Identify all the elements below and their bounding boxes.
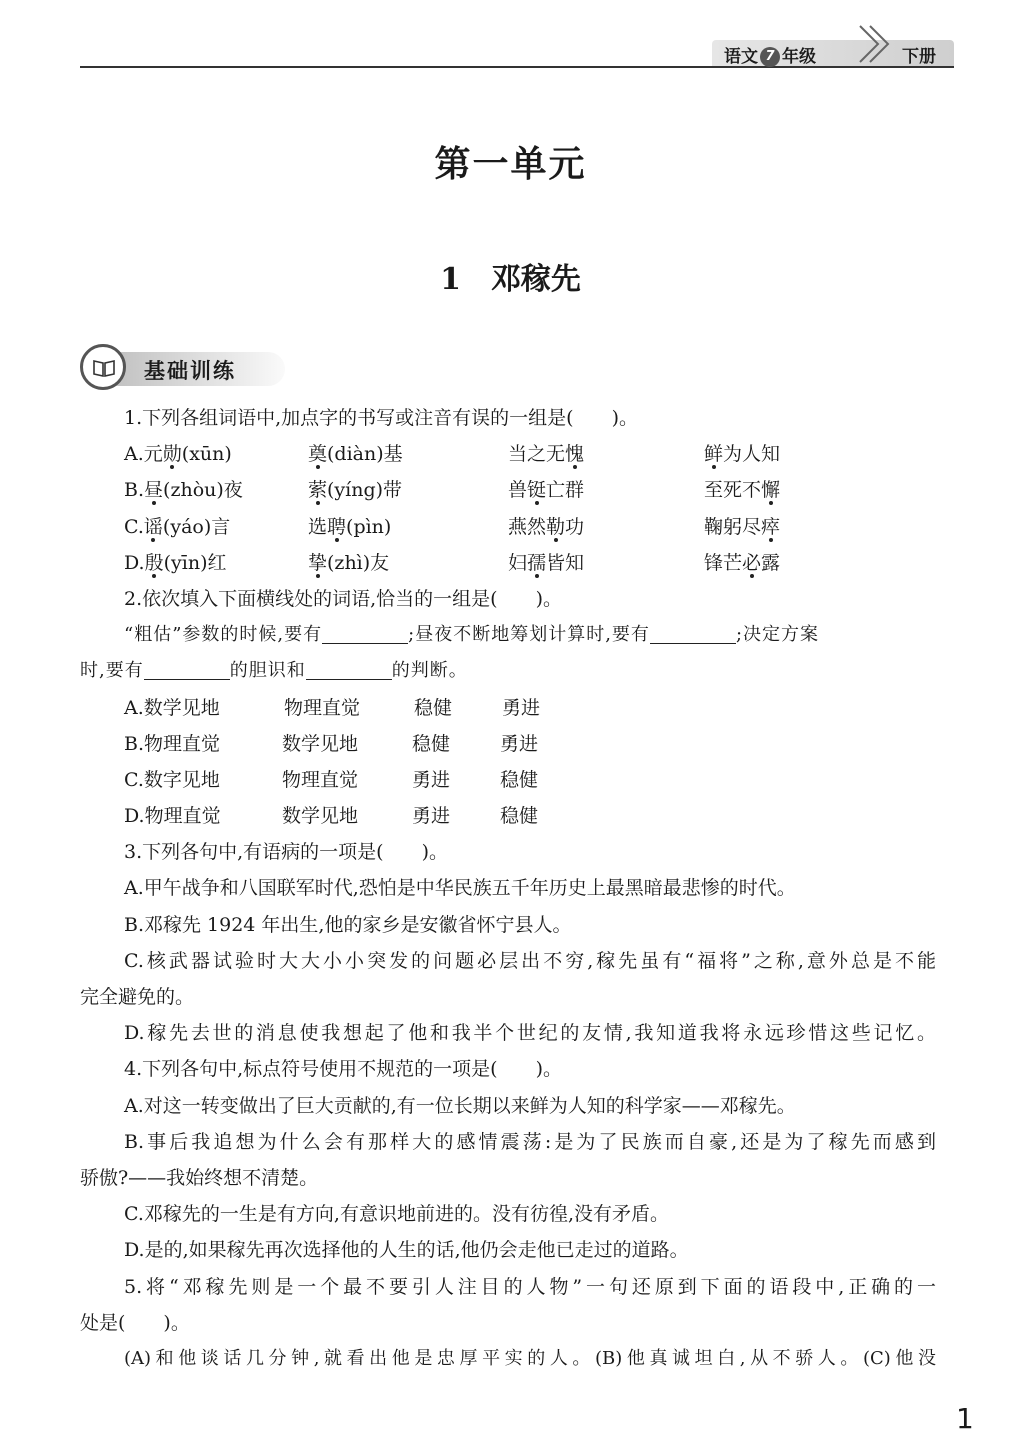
- q2-passage-line2: 时,要有 的胆识和 的判断。: [80, 653, 936, 689]
- q3-option-c-line1: C.核武器试验时大大小小突发的问题必层出不穷,稼先虽有“福将”之称,意外总是不能: [124, 949, 936, 972]
- q5-stem-line2: 处是( )。: [80, 1311, 190, 1334]
- q5-passage: (A)和他谈话几分钟,就看出他是忠厚平实的人。(B)他真诚坦白,从不骄人。(C)他没: [124, 1347, 936, 1369]
- q2-passage-line1: “粗估”参数的时候,要有 ;昼夜不断地筹划计算时,要有 ;决定方案: [80, 617, 936, 653]
- q3-option-b: B.邓稼先 1924 年出生,他的家乡是安徽省怀宁县人。: [124, 913, 572, 936]
- q3-stem: 3.下列各句中,有语病的一项是( )。: [124, 841, 448, 864]
- blank-3[interactable]: [144, 657, 230, 680]
- q4-stem: 4.下列各句中,标点符号使用不规范的一项是( )。: [124, 1058, 562, 1081]
- q2-stem: 2.依次填入下面横线处的词语,恰当的一组是( )。: [124, 587, 562, 610]
- header-subject-grade: [724, 42, 816, 67]
- q3-option-a: A.甲午战争和八国联军时代,恐怕是中华民族五千年历史上最黑暗最悲惨的时代。: [124, 877, 796, 900]
- q3-option-c-line2: 完全避免的。: [80, 986, 195, 1008]
- blank-2[interactable]: [650, 621, 736, 644]
- blank-4[interactable]: [306, 657, 392, 680]
- open-book-icon: [92, 358, 116, 378]
- q2-option-c: C.数字见地 物理直觉 勇进 稳健: [124, 768, 539, 791]
- blank-1[interactable]: [322, 621, 408, 644]
- header-rule: [80, 66, 954, 68]
- q4-option-c: C.邓稼先的一生是有方向,有意识地前进的。没有彷徨,没有矛盾。: [124, 1203, 669, 1226]
- lesson-title: [0, 254, 1021, 298]
- q1-stem: 1.下列各组词语中,加点字的书写或注音有误的一组是( )。: [124, 407, 638, 429]
- double-chevron-icon: [856, 24, 896, 64]
- q1-option-c: C.谣(yáo)言 选聘(pìn) 燕然勒功 鞠躬尽瘁: [124, 515, 781, 538]
- q4-option-b-line2: 骄傲?——我始终想不清楚。: [80, 1166, 319, 1189]
- q2-option-b: B.物理直觉 数学见地 稳健 勇进: [124, 732, 539, 755]
- q5-stem-line1: 5.将“邓稼先则是一个最不要引人注目的人物”一句还原到下面的语段中,正确的一: [124, 1275, 936, 1298]
- q3-option-d: D.稼先去世的消息使我想起了他和我半个世纪的友情,我知道我将永远珍惜这些记忆。: [124, 1022, 936, 1045]
- header-volume: 下册: [902, 47, 936, 67]
- q1-option-d: D.殷(yīn)红 挚(zhì)友 妇孺皆知 锋芒必露: [124, 551, 781, 574]
- lesson-number: 1: [440, 262, 461, 297]
- q1-option-a: A.元勋(xūn) 奠(diàn)基 当之无愧 鲜为人知: [124, 443, 781, 466]
- grade-number-badge: 7: [760, 47, 780, 67]
- q4-option-a: A.对这一转变做出了巨大贡献的,有一位长期以来鲜为人知的科学家——邓稼先。: [124, 1094, 796, 1117]
- q2-option-a: A.数学见地 物理直觉 稳健 勇进: [124, 696, 541, 719]
- section-badge: [80, 344, 285, 392]
- q1-option-b: B.昼(zhòu)夜 萦(yíng)带 兽铤亡群 至死不懈: [124, 479, 781, 502]
- page-number: 1: [956, 1402, 974, 1435]
- header-subject: 语文: [724, 47, 758, 67]
- section-label: 基础训练: [144, 359, 236, 383]
- section-badge-circle: [80, 344, 126, 390]
- lesson-name: 邓稼先: [490, 262, 581, 297]
- unit-title: 第一单元: [434, 143, 587, 185]
- exercise-content: [80, 400, 936, 1377]
- q4-option-b-line1: B.事后我追想为什么会有那样大的感情震荡:是为了民族而自豪,还是为了稼先而感到: [124, 1130, 936, 1153]
- q4-option-d: D.是的,如果稼先再次选择他的人生的话,他仍会走他已走过的道路。: [124, 1239, 689, 1262]
- header-grade-text: 年级: [782, 47, 816, 67]
- q2-option-d: D.物理直觉 数学见地 勇进 稳健: [124, 805, 539, 828]
